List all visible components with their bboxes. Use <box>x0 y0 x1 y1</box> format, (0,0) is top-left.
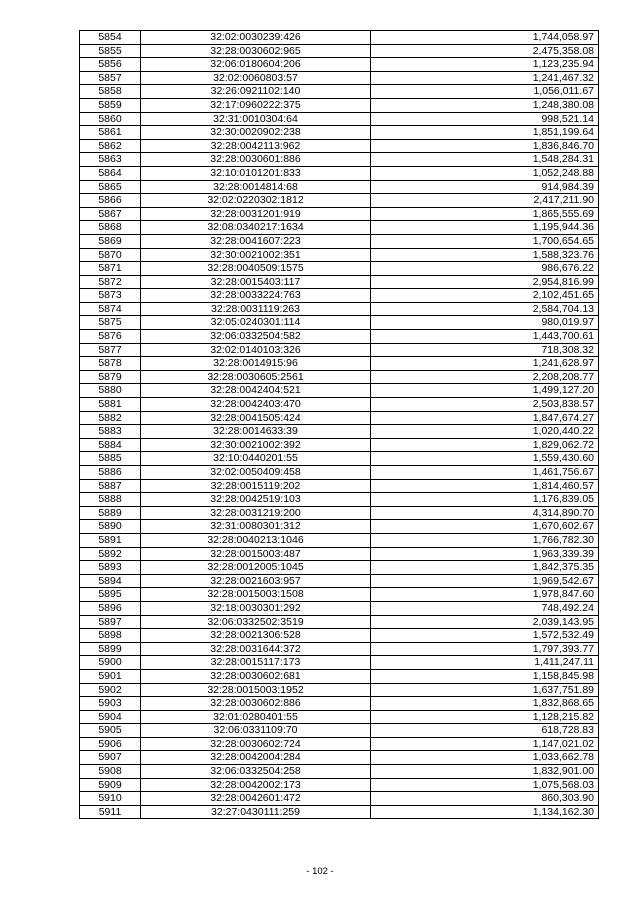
cadastral-value-cell: 1,797,393.77 <box>371 642 599 656</box>
cadastral-number-cell: 32:28:0030605:2561 <box>141 370 371 384</box>
record-number-cell: 5873 <box>80 289 141 303</box>
table-row <box>80 533 599 547</box>
record-number-cell: 5867 <box>80 207 141 221</box>
table-row <box>80 316 599 330</box>
page-number: - 102 - <box>306 866 334 877</box>
record-number-cell: 5875 <box>80 316 141 330</box>
cadastral-value-cell: 1,814,460.57 <box>371 479 599 493</box>
cadastral-number-cell: 32:10:0101201:833 <box>141 166 371 180</box>
cadastral-value-cell: 1,195,944.36 <box>371 221 599 235</box>
record-number-cell: 5861 <box>80 126 141 140</box>
cadastral-number-cell: 32:30:0021002:392 <box>141 438 371 452</box>
record-number-cell: 5896 <box>80 601 141 615</box>
cadastral-value-cell: 1,700,654.65 <box>371 234 599 248</box>
cadastral-value-cell: 1,832,901.00 <box>371 765 599 779</box>
record-number-cell: 5865 <box>80 180 141 194</box>
record-number-cell: 5880 <box>80 384 141 398</box>
record-number-cell: 5895 <box>80 588 141 602</box>
cadastral-value-cell: 2,584,704.13 <box>371 302 599 316</box>
record-number-cell: 5869 <box>80 234 141 248</box>
record-number-cell: 5899 <box>80 642 141 656</box>
table-row <box>80 411 599 425</box>
cadastral-number-cell: 32:28:0030602:886 <box>141 697 371 711</box>
cadastral-value-cell: 1,248,380.08 <box>371 98 599 112</box>
table-row <box>80 547 599 561</box>
table-row <box>80 737 599 751</box>
cadastral-number-cell: 32:26:0921102:140 <box>141 85 371 99</box>
cadastral-number-cell: 32:28:0015403:117 <box>141 275 371 289</box>
table-row <box>80 153 599 167</box>
cadastral-value-cell: 1,829,062.72 <box>371 438 599 452</box>
cadastral-value-cell: 1,443,700.61 <box>371 330 599 344</box>
table-row <box>80 194 599 208</box>
cadastral-value-cell: 2,208,208.77 <box>371 370 599 384</box>
cadastral-number-cell: 32:28:0042601:472 <box>141 792 371 806</box>
cadastral-value-cell: 2,954,816.99 <box>371 275 599 289</box>
cadastral-value-cell: 1,832,868.65 <box>371 697 599 711</box>
record-number-cell: 5866 <box>80 194 141 208</box>
cadastral-value-cell: 2,503,838.57 <box>371 398 599 412</box>
table-row <box>80 262 599 276</box>
table-row <box>80 98 599 112</box>
cadastral-value-cell: 860,303.90 <box>371 792 599 806</box>
table-row <box>80 384 599 398</box>
cadastral-number-cell: 32:28:0030602:681 <box>141 669 371 683</box>
cadastral-number-cell: 32:28:0031644:372 <box>141 642 371 656</box>
cadastral-value-cell: 1,969,542.67 <box>371 574 599 588</box>
table-row <box>80 85 599 99</box>
table-row <box>80 574 599 588</box>
record-number-cell: 5890 <box>80 520 141 534</box>
cadastral-number-cell: 32:28:0042519:103 <box>141 493 371 507</box>
cadastral-number-cell: 32:28:0041505:424 <box>141 411 371 425</box>
record-number-cell: 5908 <box>80 765 141 779</box>
table-row <box>80 778 599 792</box>
table-row <box>80 357 599 371</box>
table-row <box>80 330 599 344</box>
cadastral-value-cell: 1,670,602.67 <box>371 520 599 534</box>
cadastral-value-cell: 718,308.32 <box>371 343 599 357</box>
record-number-cell: 5876 <box>80 330 141 344</box>
record-number-cell: 5860 <box>80 112 141 126</box>
cadastral-number-cell: 32:28:0042113:962 <box>141 139 371 153</box>
record-number-cell: 5910 <box>80 792 141 806</box>
record-number-cell: 5901 <box>80 669 141 683</box>
table-row <box>80 166 599 180</box>
cadastral-number-cell: 32:02:0050409:458 <box>141 466 371 480</box>
record-number-cell: 5898 <box>80 629 141 643</box>
record-number-cell: 5885 <box>80 452 141 466</box>
cadastral-number-cell: 32:28:0021603:957 <box>141 574 371 588</box>
table-row <box>80 425 599 439</box>
table-row <box>80 520 599 534</box>
cadastral-value-cell: 1,744,058.97 <box>371 31 599 45</box>
cadastral-value-table <box>79 30 599 819</box>
cadastral-number-cell: 32:28:0042404:521 <box>141 384 371 398</box>
table-row <box>80 792 599 806</box>
cadastral-number-cell: 32:02:0030239:426 <box>141 31 371 45</box>
record-number-cell: 5905 <box>80 724 141 738</box>
table-row <box>80 479 599 493</box>
cadastral-value-cell: 980,019.97 <box>371 316 599 330</box>
cadastral-number-cell: 32:06:0331109:70 <box>141 724 371 738</box>
table-row <box>80 248 599 262</box>
record-number-cell: 5892 <box>80 547 141 561</box>
table-row <box>80 765 599 779</box>
cadastral-number-cell: 32:28:0030602:965 <box>141 44 371 58</box>
table-row <box>80 289 599 303</box>
cadastral-number-cell: 32:28:0015119:202 <box>141 479 371 493</box>
table-body <box>80 31 599 819</box>
record-number-cell: 5877 <box>80 343 141 357</box>
table-row <box>80 275 599 289</box>
cadastral-number-cell: 32:28:0041607:223 <box>141 234 371 248</box>
table-row <box>80 452 599 466</box>
record-number-cell: 5871 <box>80 262 141 276</box>
cadastral-number-cell: 32:05:0240301:114 <box>141 316 371 330</box>
table-row <box>80 139 599 153</box>
table-row <box>80 31 599 45</box>
table-row <box>80 234 599 248</box>
cadastral-number-cell: 32:17:0960222:375 <box>141 98 371 112</box>
table-row <box>80 683 599 697</box>
cadastral-value-cell: 1,548,284.31 <box>371 153 599 167</box>
cadastral-number-cell: 32:28:0015003:487 <box>141 547 371 561</box>
cadastral-value-cell: 2,039,143.95 <box>371 615 599 629</box>
cadastral-value-cell: 1,020,440.22 <box>371 425 599 439</box>
cadastral-number-cell: 32:28:0040213:1046 <box>141 533 371 547</box>
record-number-cell: 5891 <box>80 533 141 547</box>
cadastral-number-cell: 32:28:0021306:528 <box>141 629 371 643</box>
table-row <box>80 588 599 602</box>
cadastral-value-cell: 1,588,323.76 <box>371 248 599 262</box>
cadastral-number-cell: 32:28:0015117:173 <box>141 656 371 670</box>
table-row <box>80 370 599 384</box>
record-number-cell: 5868 <box>80 221 141 235</box>
table-row <box>80 642 599 656</box>
table-row <box>80 398 599 412</box>
record-number-cell: 5904 <box>80 710 141 724</box>
table-row <box>80 58 599 72</box>
table-row <box>80 629 599 643</box>
record-number-cell: 5897 <box>80 615 141 629</box>
record-number-cell: 5906 <box>80 737 141 751</box>
record-number-cell: 5881 <box>80 398 141 412</box>
table-row <box>80 751 599 765</box>
cadastral-value-cell: 618,728.83 <box>371 724 599 738</box>
cadastral-number-cell: 32:02:0140103:326 <box>141 343 371 357</box>
cadastral-number-cell: 32:28:0015003:1952 <box>141 683 371 697</box>
table-row <box>80 126 599 140</box>
cadastral-value-cell: 1,123,235.94 <box>371 58 599 72</box>
table-row <box>80 561 599 575</box>
cadastral-number-cell: 32:27:0430111:259 <box>141 805 371 819</box>
cadastral-number-cell: 32:31:0010304:64 <box>141 112 371 126</box>
cadastral-number-cell: 32:18:0030301:292 <box>141 601 371 615</box>
cadastral-value-cell: 1,147,021.02 <box>371 737 599 751</box>
record-number-cell: 5878 <box>80 357 141 371</box>
cadastral-number-cell: 32:28:0033224:763 <box>141 289 371 303</box>
record-number-cell: 5872 <box>80 275 141 289</box>
table-row <box>80 343 599 357</box>
cadastral-value-cell: 1,847,674.27 <box>371 411 599 425</box>
cadastral-number-cell: 32:30:0021002:351 <box>141 248 371 262</box>
cadastral-value-cell: 1,033,662.78 <box>371 751 599 765</box>
cadastral-value-cell: 1,411,247.11 <box>371 656 599 670</box>
cadastral-number-cell: 32:06:0332504:258 <box>141 765 371 779</box>
record-number-cell: 5888 <box>80 493 141 507</box>
cadastral-value-cell: 2,475,358.08 <box>371 44 599 58</box>
cadastral-number-cell: 32:28:0030602:724 <box>141 737 371 751</box>
table-row <box>80 466 599 480</box>
cadastral-value-cell: 1,461,756.67 <box>371 466 599 480</box>
record-number-cell: 5886 <box>80 466 141 480</box>
cadastral-value-cell: 1,842,375.35 <box>371 561 599 575</box>
cadastral-value-cell: 1,963,339.39 <box>371 547 599 561</box>
table-row <box>80 302 599 316</box>
cadastral-value-cell: 1,836,846.70 <box>371 139 599 153</box>
record-number-cell: 5859 <box>80 98 141 112</box>
cadastral-number-cell: 32:10:0440201:55 <box>141 452 371 466</box>
cadastral-number-cell: 32:02:0220302:1812 <box>141 194 371 208</box>
cadastral-value-cell: 748,492.24 <box>371 601 599 615</box>
record-number-cell: 5882 <box>80 411 141 425</box>
cadastral-number-cell: 32:28:0030601:886 <box>141 153 371 167</box>
record-number-cell: 5884 <box>80 438 141 452</box>
record-number-cell: 5857 <box>80 71 141 85</box>
record-number-cell: 5902 <box>80 683 141 697</box>
cadastral-value-cell: 2,417,211.90 <box>371 194 599 208</box>
table-row <box>80 656 599 670</box>
cadastral-value-cell: 4,314,890.70 <box>371 506 599 520</box>
cadastral-value-cell: 1,075,568.03 <box>371 778 599 792</box>
cadastral-number-cell: 32:28:0031119:263 <box>141 302 371 316</box>
table-row <box>80 207 599 221</box>
cadastral-value-cell: 1,559,430.60 <box>371 452 599 466</box>
record-number-cell: 5893 <box>80 561 141 575</box>
record-number-cell: 5887 <box>80 479 141 493</box>
record-number-cell: 5883 <box>80 425 141 439</box>
record-number-cell: 5854 <box>80 31 141 45</box>
cadastral-number-cell: 32:28:0014814:68 <box>141 180 371 194</box>
cadastral-number-cell: 32:28:0031201:919 <box>141 207 371 221</box>
table-row <box>80 601 599 615</box>
cadastral-number-cell: 32:28:0040509:1575 <box>141 262 371 276</box>
cadastral-number-cell: 32:08:0340217:1634 <box>141 221 371 235</box>
table-row <box>80 493 599 507</box>
record-number-cell: 5870 <box>80 248 141 262</box>
record-number-cell: 5862 <box>80 139 141 153</box>
cadastral-number-cell: 32:28:0015003:1508 <box>141 588 371 602</box>
cadastral-value-cell: 1,128,215.82 <box>371 710 599 724</box>
cadastral-value-cell: 986,676.22 <box>371 262 599 276</box>
cadastral-value-cell: 1,851,199.64 <box>371 126 599 140</box>
record-number-cell: 5911 <box>80 805 141 819</box>
cadastral-value-cell: 2,102,451.65 <box>371 289 599 303</box>
record-number-cell: 5856 <box>80 58 141 72</box>
cadastral-number-cell: 32:28:0014633:39 <box>141 425 371 439</box>
record-number-cell: 5909 <box>80 778 141 792</box>
cadastral-value-cell: 1,052,248.88 <box>371 166 599 180</box>
cadastral-value-cell: 1,978,847.60 <box>371 588 599 602</box>
table-row <box>80 805 599 819</box>
cadastral-number-cell: 32:02:0060803:57 <box>141 71 371 85</box>
cadastral-value-cell: 1,056,011.67 <box>371 85 599 99</box>
cadastral-value-cell: 1,176,839.05 <box>371 493 599 507</box>
table-row <box>80 506 599 520</box>
cadastral-number-cell: 32:28:0012005:1045 <box>141 561 371 575</box>
cadastral-number-cell: 32:28:0014915:96 <box>141 357 371 371</box>
cadastral-number-cell: 32:06:0180604:206 <box>141 58 371 72</box>
record-number-cell: 5879 <box>80 370 141 384</box>
cadastral-number-cell: 32:28:0042002:173 <box>141 778 371 792</box>
table-row <box>80 71 599 85</box>
record-number-cell: 5903 <box>80 697 141 711</box>
cadastral-value-cell: 1,865,555.69 <box>371 207 599 221</box>
cadastral-value-cell: 1,158,845.98 <box>371 669 599 683</box>
cadastral-value-cell: 1,241,467.32 <box>371 71 599 85</box>
table-row <box>80 112 599 126</box>
record-number-cell: 5900 <box>80 656 141 670</box>
cadastral-value-cell: 1,134,162.30 <box>371 805 599 819</box>
cadastral-number-cell: 32:30:0020902:238 <box>141 126 371 140</box>
record-number-cell: 5858 <box>80 85 141 99</box>
cadastral-number-cell: 32:31:0080301:312 <box>141 520 371 534</box>
record-number-cell: 5855 <box>80 44 141 58</box>
cadastral-number-cell: 32:28:0042403:470 <box>141 398 371 412</box>
cadastral-number-cell: 32:28:0031219:200 <box>141 506 371 520</box>
record-number-cell: 5907 <box>80 751 141 765</box>
cadastral-value-cell: 1,766,782.30 <box>371 533 599 547</box>
cadastral-number-cell: 32:01:0280401:55 <box>141 710 371 724</box>
cadastral-value-cell: 1,637,751.89 <box>371 683 599 697</box>
cadastral-value-cell: 1,572,532.49 <box>371 629 599 643</box>
cadastral-number-cell: 32:28:0042004:284 <box>141 751 371 765</box>
cadastral-value-cell: 914,984.39 <box>371 180 599 194</box>
table-row <box>80 438 599 452</box>
table-row <box>80 724 599 738</box>
table-row <box>80 44 599 58</box>
table-row <box>80 697 599 711</box>
record-number-cell: 5864 <box>80 166 141 180</box>
table-row <box>80 221 599 235</box>
record-number-cell: 5874 <box>80 302 141 316</box>
table-row <box>80 710 599 724</box>
cadastral-value-cell: 1,499,127.20 <box>371 384 599 398</box>
table-row <box>80 615 599 629</box>
record-number-cell: 5894 <box>80 574 141 588</box>
table-row <box>80 669 599 683</box>
cadastral-number-cell: 32:06:0332504:582 <box>141 330 371 344</box>
record-number-cell: 5863 <box>80 153 141 167</box>
cadastral-number-cell: 32:06:0332502:3519 <box>141 615 371 629</box>
record-number-cell: 5889 <box>80 506 141 520</box>
cadastral-value-cell: 1,241,628.97 <box>371 357 599 371</box>
cadastral-value-cell: 998,521.14 <box>371 112 599 126</box>
table-row <box>80 180 599 194</box>
